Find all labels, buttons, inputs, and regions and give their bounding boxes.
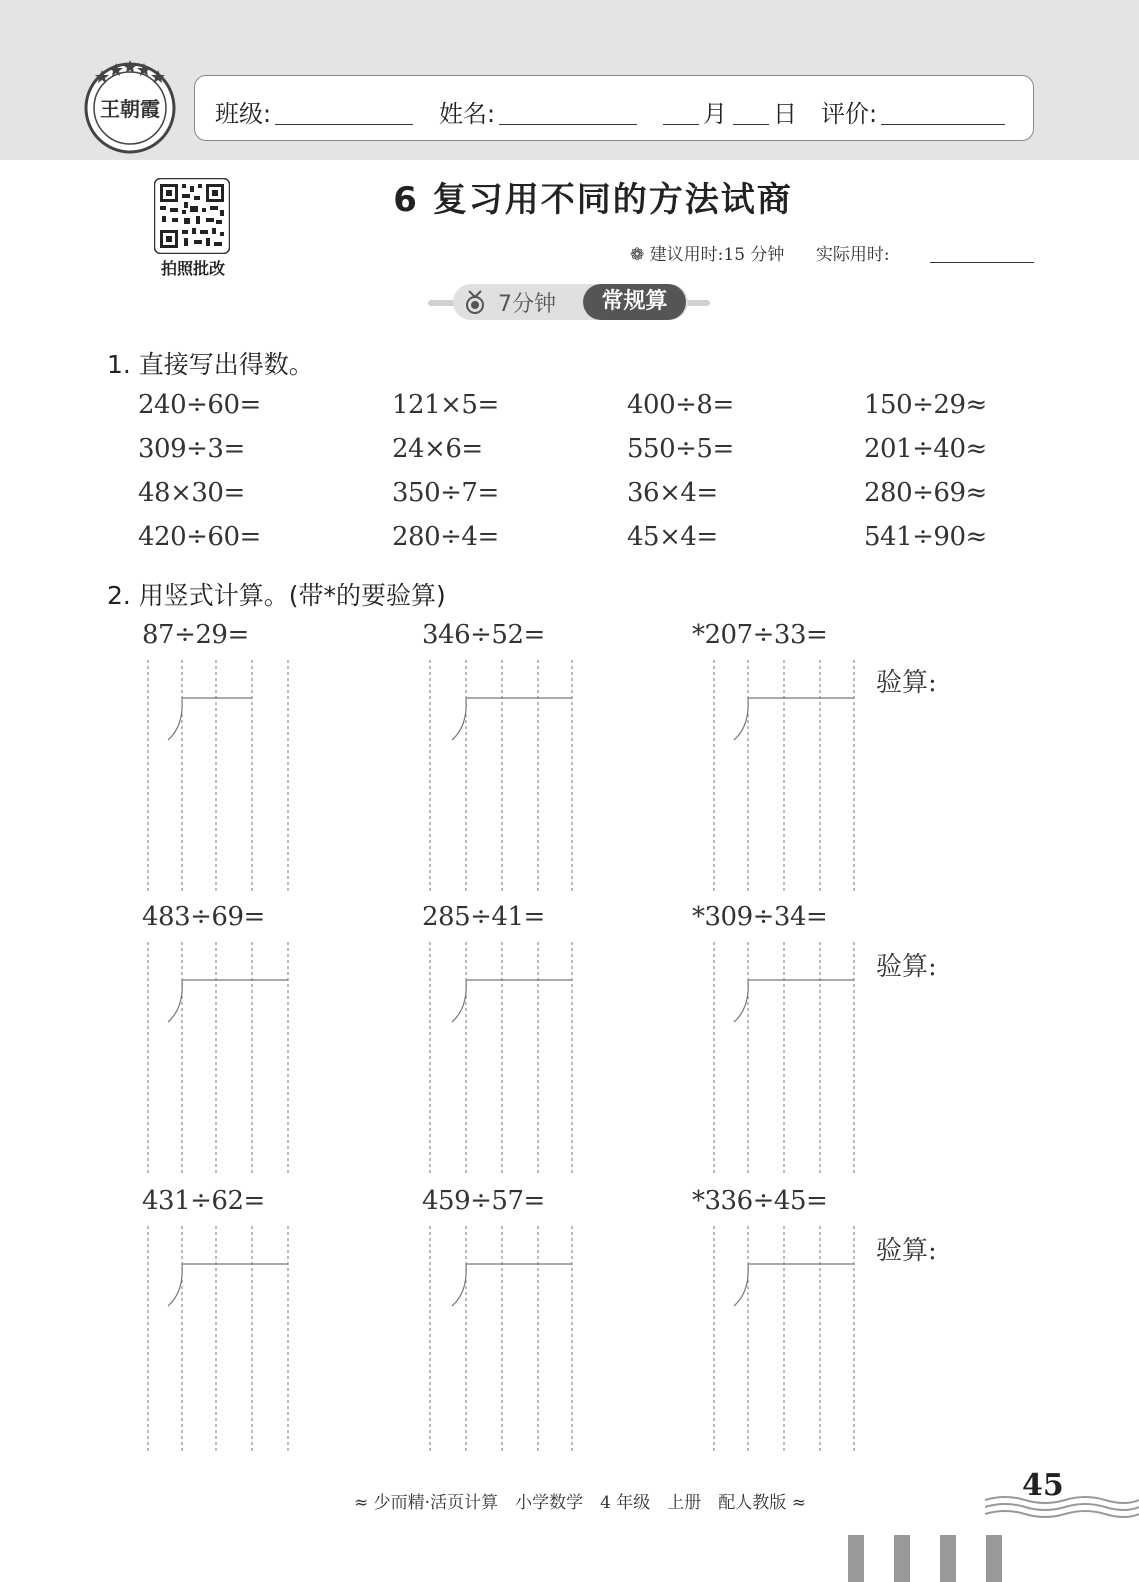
division-problem: *207÷33= bbox=[692, 620, 828, 650]
edge-tab-marks bbox=[848, 1535, 1008, 1582]
name-field[interactable] bbox=[499, 124, 637, 125]
page-title: 6 复习用不同的方法试商 bbox=[393, 180, 793, 220]
check-label: 验算: bbox=[876, 668, 937, 698]
work-grid[interactable] bbox=[422, 1226, 722, 1466]
work-grid[interactable] bbox=[422, 660, 722, 900]
q1-item: 201÷40≈ bbox=[864, 434, 987, 464]
division-problem: *309÷34= bbox=[692, 902, 828, 932]
flower-icon: ❁ bbox=[630, 245, 650, 265]
division-problem: 285÷41= bbox=[422, 902, 545, 932]
wave-decoration bbox=[985, 1492, 1139, 1522]
division-problem: 346÷52= bbox=[422, 620, 545, 650]
section-duration: 7分钟 bbox=[498, 292, 556, 317]
q1-item: 240÷60= bbox=[138, 390, 261, 420]
class-field[interactable] bbox=[275, 124, 413, 125]
q1-item: 280÷4= bbox=[392, 522, 499, 552]
work-grid[interactable] bbox=[706, 942, 1006, 1182]
class-label: 班级: bbox=[215, 100, 272, 128]
q1-item: 24×6= bbox=[392, 434, 483, 464]
check-label: 验算: bbox=[876, 952, 937, 982]
q1-item: 350÷7= bbox=[392, 478, 499, 508]
month-label: 月 bbox=[703, 100, 727, 128]
footer-series: ≈ 少而精·活页计算 小学数学 4 年级 上册 配人教版 ≈ bbox=[354, 1493, 806, 1513]
section-badge: 常规算 bbox=[583, 284, 686, 320]
medal-icon bbox=[464, 290, 486, 314]
q1-item: 420÷60= bbox=[138, 522, 261, 552]
eval-field[interactable] bbox=[881, 124, 1005, 125]
check-label: 验算: bbox=[876, 1236, 937, 1266]
work-grid[interactable] bbox=[422, 942, 722, 1182]
publisher-logo bbox=[82, 58, 178, 154]
month-field[interactable] bbox=[663, 124, 699, 125]
day-field[interactable] bbox=[733, 124, 769, 125]
work-grid[interactable] bbox=[140, 660, 440, 900]
work-grid[interactable] bbox=[706, 1226, 1006, 1466]
q1-item: 45×4= bbox=[627, 522, 718, 552]
svg-text:王朝霞: 王朝霞 bbox=[100, 97, 160, 121]
work-grid[interactable] bbox=[140, 1226, 440, 1466]
day-label: 日 bbox=[773, 100, 797, 128]
name-label: 姓名: bbox=[439, 100, 496, 128]
question-2-heading: 2. 用竖式计算。(带*的要验算) bbox=[107, 581, 446, 610]
question-1-heading: 1. 直接写出得数。 bbox=[107, 350, 314, 379]
division-problem: 459÷57= bbox=[422, 1186, 545, 1216]
division-problem: 483÷69= bbox=[142, 902, 265, 932]
eval-label: 评价: bbox=[821, 100, 878, 128]
actual-time-label: 实际用时: bbox=[815, 245, 890, 265]
q1-item: 309÷3= bbox=[138, 434, 245, 464]
division-problem: 87÷29= bbox=[142, 620, 249, 650]
division-problem: *336÷45= bbox=[692, 1186, 828, 1216]
q1-item: 280÷69≈ bbox=[864, 478, 987, 508]
suggested-time-text: 建议用时:15 分钟 bbox=[649, 245, 785, 265]
q1-item: 48×30= bbox=[138, 478, 245, 508]
student-info-box bbox=[194, 75, 1034, 141]
division-problem: 431÷62= bbox=[142, 1186, 265, 1216]
q1-item: 400÷8= bbox=[627, 390, 734, 420]
q1-item: 121×5= bbox=[392, 390, 499, 420]
q1-item: 150÷29≈ bbox=[864, 390, 987, 420]
page-number: 45 bbox=[1022, 1468, 1064, 1503]
q1-item: 36×4= bbox=[627, 478, 718, 508]
qr-caption: 拍照批改 bbox=[160, 259, 225, 278]
actual-time-field[interactable] bbox=[930, 262, 1034, 263]
suggested-time bbox=[630, 240, 890, 265]
q1-item: 541÷90≈ bbox=[864, 522, 987, 552]
work-grid[interactable] bbox=[706, 660, 1006, 900]
work-grid[interactable] bbox=[140, 942, 440, 1182]
q1-item: 550÷5= bbox=[627, 434, 734, 464]
